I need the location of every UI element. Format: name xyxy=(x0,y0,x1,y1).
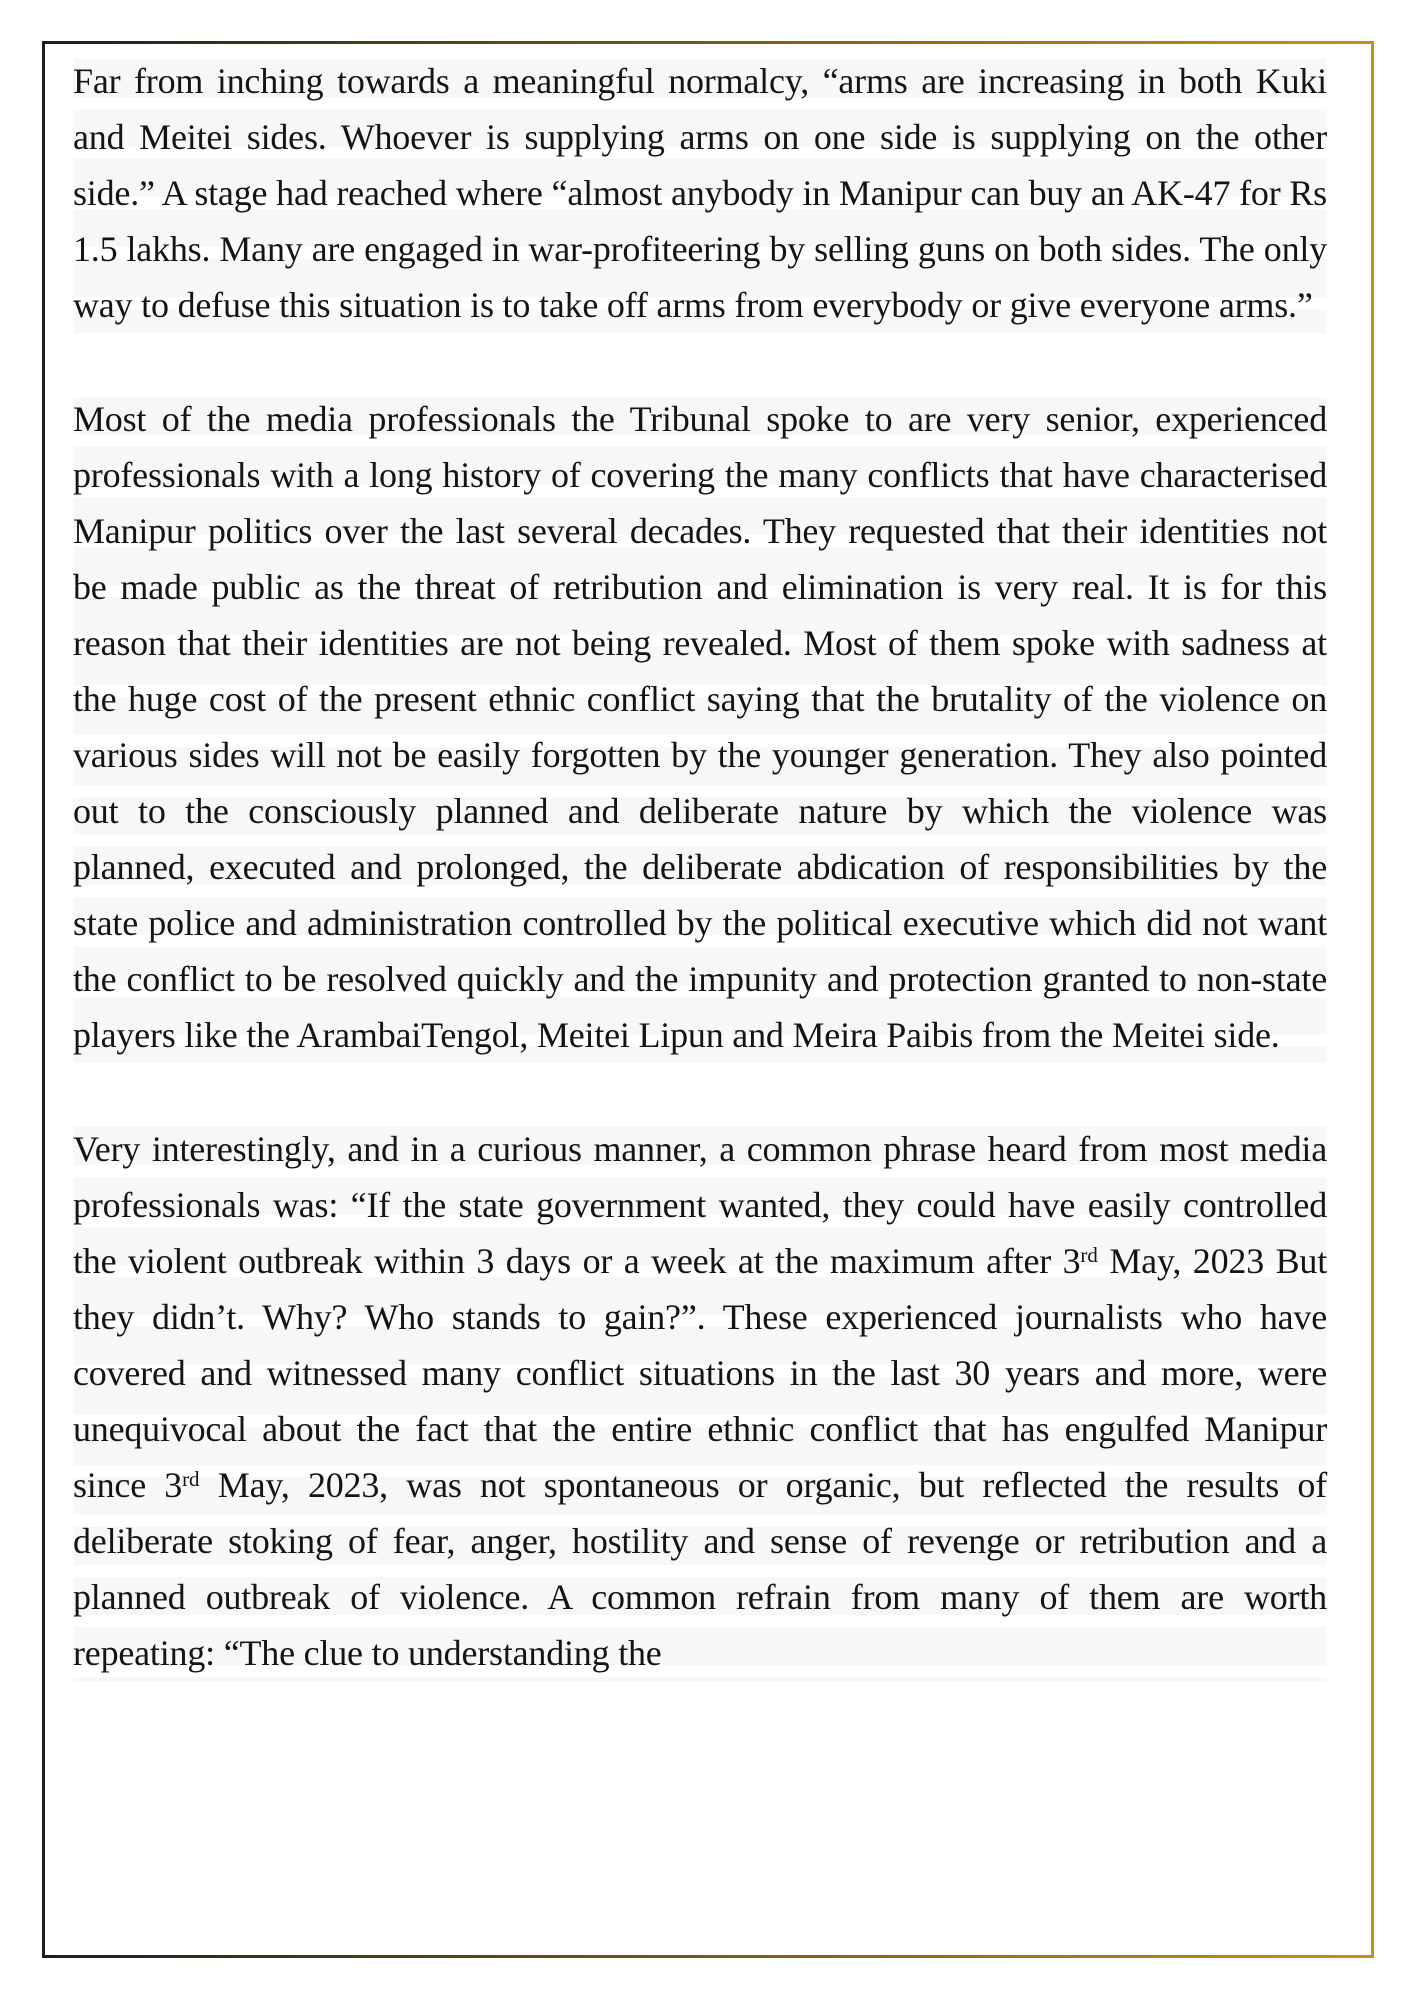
paragraph: Far from inching towards a meaningful normalcy, “arms are increasing in both Kuki and Meitei sides. Whoever is supplying arms on one side is supplying on the other side.” A stage had reached where “almost anybody in Manipur can buy an AK-47 for Rs 1.5 lakhs. Many are engaged in war-profiteering by selling guns on both sides. The only way to defuse this situation is to take off arms from everybody or give everyone arms.” xyxy=(73,53,1327,333)
document-body xyxy=(45,44,1371,1955)
page-border-frame xyxy=(42,41,1374,1958)
ordinal-superscript: rd xyxy=(1080,1242,1098,1267)
paragraph: Most of the media professionals the Tribunal spoke to are very senior, experienced professionals with a long history of covering the many conflicts that have characterised Manipur politics over the last several decades. They requested that their identities not be made public as the threat of retribution and elimination is very real. It is for this reason that their identities are not being revealed. Most of them spoke with sadness at the huge cost of the present ethnic conflict saying that the brutality of the violence on various sides will not be easily forgotten by the younger generation. They also pointed out to the consciously planned and deliberate nature by which the violence was planned, executed and prolonged, the deliberate abdication of responsibilities by the state police and administration controlled by the political executive which did not want the conflict to be resolved quickly and the impunity and protection granted to non-state players like the ArambaiTengol, Meitei Lipun and Meira Paibis from the Meitei side. xyxy=(73,391,1327,1063)
ordinal-superscript: rd xyxy=(182,1466,200,1491)
paragraph: Very interestingly, and in a curious manner, a common phrase heard from most media professionals was: “If the state government wanted, they could have easily controlled the violent outbreak within 3 days or a week at the maximum after 3rd May, 2023 But they didn’t. Why? Who stands to gain?”. These experienced journalists who have covered and witnessed many conflict situations in the last 30 years and more, were unequivocal about the fact that the entire ethnic conflict that has engulfed Manipur since 3rd May, 2023, was not spontaneous or organic, but reflected the results of deliberate stoking of fear, anger, hostility and sense of revenge or retribution and a planned outbreak of violence. A common refrain from many of them are worth repeating: “The clue to understanding the xyxy=(73,1121,1327,1681)
